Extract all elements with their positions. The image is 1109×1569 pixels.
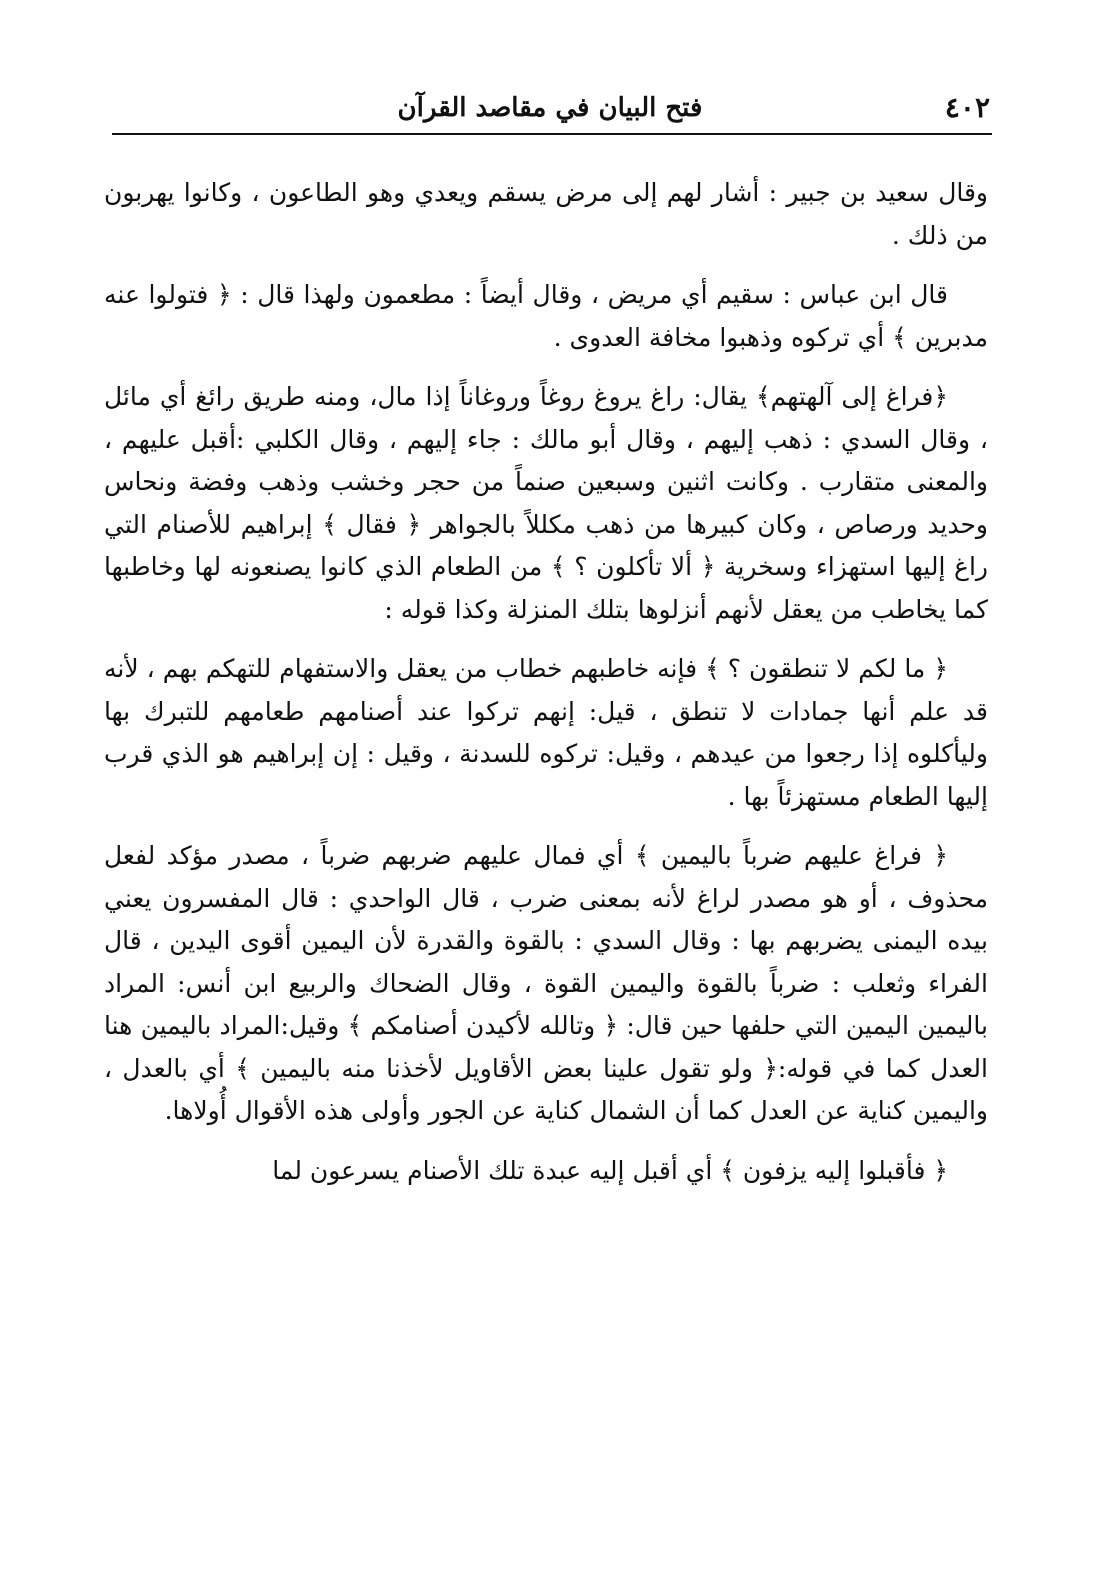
paragraph-4: ﴿ ما لكم لا تنطقون ؟ ﴾ فإنه خاطبهم خطاب من يعقل والاستفهام للتهكم بهم ، لأنه قد علم أنها جمادات لا تنطق ، قيل: إنهم تركوا عند أصنامهم طعامهم للتبرك بها وليأكلوه إذا رجعوا من عيدهم ، وقيل: تركوه للسدنة ، وقيل : إن إبراهيم هو الذي قرب إليها الطعام مستهزئاً بها .: [104, 654, 988, 811]
header-divider: [112, 133, 992, 135]
book-title: فتح البيان في مقاصد القرآن: [397, 93, 703, 123]
paragraph-6: ﴿ فأقبلوا إليه يزفون ﴾ أي أقبل إليه عبدة تلك الأصنام يسرعون لما: [272, 1155, 948, 1185]
paragraph-1: وقال سعيد بن جبير : أشار لهم إلى مرض يسقم ويعدي وهو الطاعون ، وكانوا يهربون من ذلك .: [104, 178, 988, 250]
paragraph-5: ﴿ فراغ عليهم ضرباً باليمين ﴾ أي فمال عليهم ضربهم ضرباً ، مصدر مؤكد لفعل محذوف ، أو هو مصدر لراغ لأنه بمعنى ضرب ، قال الواحدي : قال المفسرون يعني بيده اليمنى يضربهم بها : وقال السدي : بالقوة والقدرة لأن اليمين أقوى اليدين ، قال الفراء وثعلب : ضرباً بالقوة واليمين القوة ، وقال الضحاك والربيع ابن أنس: المراد باليمين اليمين التي حلفها حين قال: ﴿ وتالله لأكيدن أصنامكم ﴾ وقيل:المراد باليمين هنا العدل كما في قوله:﴿ ولو تقول علينا بعض الأقاويل لأخذنا منه باليمين ﴾ أي بالعدل ، واليمين كناية عن العدل كما أن الشمال كناية عن الجور وأولى هذه الأقوال أُولاها.: [104, 841, 988, 1125]
page-header: [110, 88, 990, 128]
paragraph-2: قال ابن عباس : سقيم أي مريض ، وقال أيضاً : مطعمون ولهذا قال : ﴿ فتولوا عنه مدبرين ﴾ أي تركوه وذهبوا مخافة العدوى .: [104, 280, 988, 352]
page-body: [104, 172, 988, 1209]
paragraph-3: ﴿فراغ إلى آلهتهم﴾ يقال: راغ يروغ روغاً وروغاناً إذا مال، ومنه طريق رائغ أي مائل ، وقال السدي : ذهب إليهم ، وقال أبو مالك : جاء إليهم ، وقال الكلبي :أقبل عليهم ، والمعنى متقارب . وكانت اثنين وسبعين صنماً من حجر وخشب وذهب وفضة ونحاس وحديد ورصاص ، وكان كبيرها من ذهب مكللاً بالجواهر ﴿ فقال ﴾ إبراهيم للأصنام التي راغ إليها استهزاء وسخرية ﴿ ألا تأكلون ؟ ﴾ من الطعام الذي كانوا يصنعونه لها وخاطبها كما يخاطب من يعقل لأنهم أنزلوها بتلك المنزلة وكذا قوله :: [104, 382, 988, 624]
page-number: ٤٠٢: [944, 91, 990, 124]
